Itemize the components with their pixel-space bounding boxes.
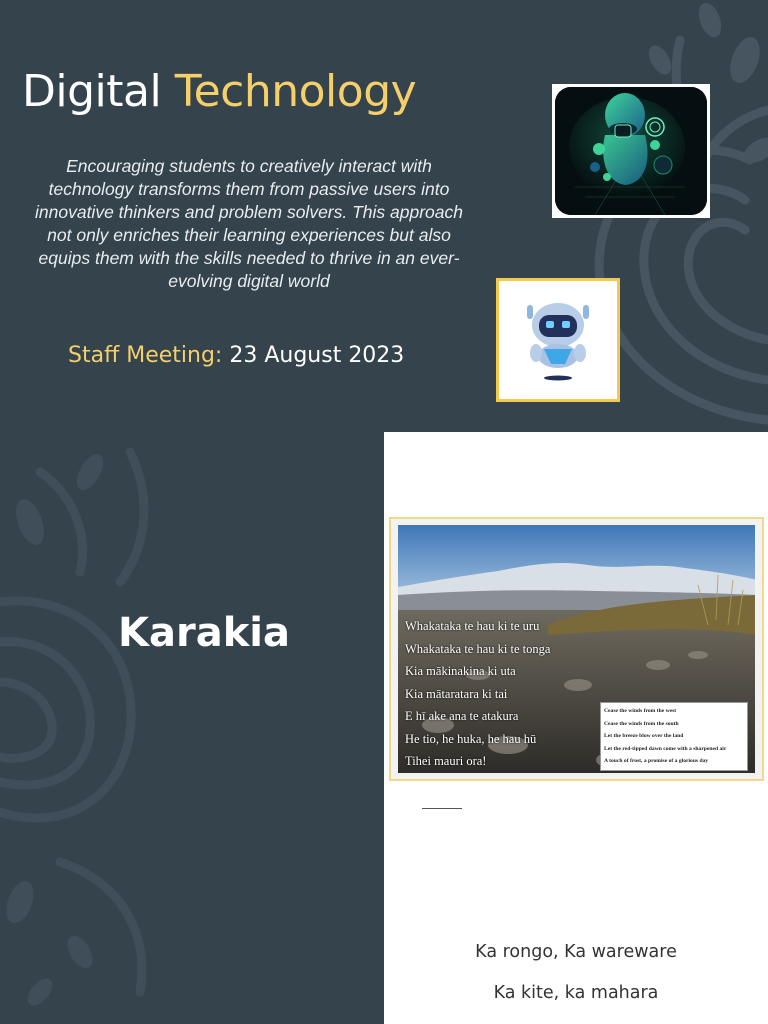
karakia-content-panel xyxy=(384,432,768,1024)
poem-line: E hī ake ana te atakura xyxy=(405,709,519,723)
poem-line: Kia mākinakina ki uta xyxy=(405,664,516,678)
page-title xyxy=(22,66,416,117)
translation-box xyxy=(600,702,748,771)
translation-line: Cease the winds from the west xyxy=(604,708,677,714)
meeting-label: Staff Meeting: xyxy=(68,343,223,368)
slide-digital-technology xyxy=(0,0,768,432)
translation-line: Let the red-tipped dawn come with a sharpened air xyxy=(604,745,727,752)
meeting-date: 23 August 2023 xyxy=(229,343,405,368)
translation-line: A touch of frost, a promise of a glorious day xyxy=(604,758,709,764)
poem-line: Kia mātaratara ki tai xyxy=(405,686,508,701)
description-text: Encouraging students to creatively interact with technology transforms them from passive users into innovative thinkers and problem solvers. This approach not only enriches their learning experiences but also equips them with the skills needed to thrive in an ever-evolving digital world xyxy=(35,156,463,291)
karakia-photo-frame xyxy=(389,517,764,781)
title-part-2: Technology xyxy=(174,66,417,117)
poem-line: Whakataka te hau ki te uru xyxy=(405,619,540,633)
swirl-decoration-icon xyxy=(0,432,384,1024)
translation-line: Let the breeze blow over the land xyxy=(604,733,684,739)
karakia-title-panel xyxy=(0,432,384,1024)
translation-line: Cease the winds from the south xyxy=(604,720,679,727)
poem-line: Whakataka te hau ki te tonga xyxy=(405,641,551,656)
karakia-title: Karakia xyxy=(118,610,291,656)
title-part-1: Digital xyxy=(22,66,162,117)
chatbot-robot-icon xyxy=(499,281,617,399)
slide-karakia xyxy=(0,432,768,1024)
karakia-poem xyxy=(405,615,550,773)
closing-line-1: Ka rongo, Ka wareware xyxy=(475,942,677,962)
green-robot-icon xyxy=(555,87,707,215)
divider xyxy=(422,808,462,809)
poem-line: He tio, he huka, he hau hū xyxy=(405,731,537,746)
staff-meeting-line xyxy=(68,343,404,368)
poem-line: Tihei mauri ora! xyxy=(405,754,487,768)
closing-line-2: Ka kite, ka mahara xyxy=(493,983,659,1003)
karakia-photo xyxy=(398,525,755,773)
ai-robot-image xyxy=(552,84,710,218)
chatbot-image xyxy=(496,278,620,402)
